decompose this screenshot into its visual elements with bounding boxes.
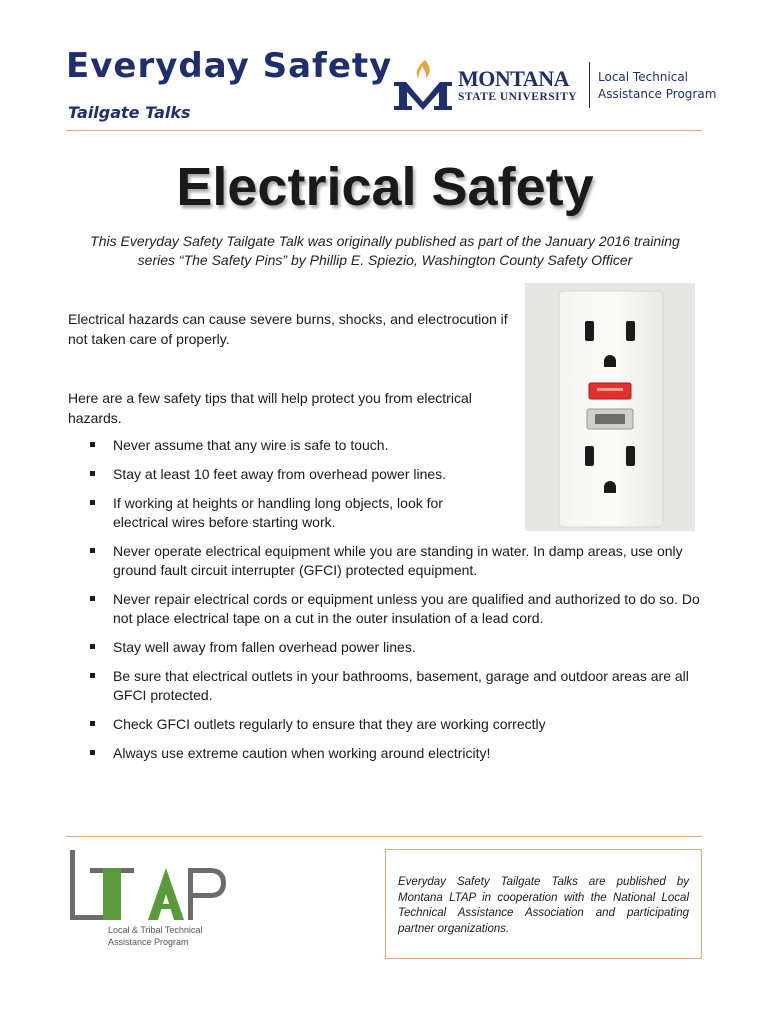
bullet-icon [90,548,95,553]
tip-text: Stay at least 10 feet away from overhead power lines. [113,466,447,482]
list-item [68,590,708,628]
msu-m-flame-icon [392,58,454,112]
brand-subtitle: Tailgate Talks [68,103,191,122]
list-item [68,638,708,657]
bullet-icon [90,721,95,726]
university-name-line2: STATE UNIVERSITY [458,91,578,103]
ltap-caption-line1: Local & Tribal Technical [108,925,203,935]
list-item [68,744,708,763]
list-item [68,436,488,455]
tip-text: If working at heights or handling long objects, look for electrical wires before starting work. [113,495,443,530]
list-item [68,494,468,532]
bullet-icon [90,471,95,476]
tip-text: Never repair electrical cords or equipment unless you are qualified and authorized to do so. Do not place electrical tape on a cut in the outer insulation of a lead cord. [113,591,700,626]
ltap-logo-icon [70,848,240,923]
safety-tips-list [68,436,708,773]
bullet-icon [90,673,95,678]
header-divider [66,130,702,131]
msu-logo [392,58,722,114]
list-item [68,715,708,734]
bullet-icon [90,644,95,649]
logo-divider [589,62,590,108]
bullet-icon [90,596,95,601]
bullet-icon [90,500,95,505]
program-name-line1: Local Technical [598,70,689,84]
list-item [68,667,708,705]
bullet-icon [90,442,95,447]
tip-text: Be sure that electrical outlets in your bathrooms, basement, garage and outdoor areas are all GFCI protected. [113,668,689,703]
ltap-caption-line2: Assistance Program [108,937,189,947]
intro-text: This Everyday Safety Tailgate Talk was originally published as part of the January 2016 training series “The Safety Pins” by Phillip E. Spiezio, Washington County Safety Officer [90,233,680,268]
hazard-paragraph: Electrical hazards can cause severe burns, shocks, and electrocution if not taken care of properly. [68,311,508,347]
university-name-line1: MONTANA [458,66,569,91]
publication-note: Everyday Safety Tailgate Talks are published by Montana LTAP in cooperation with the National Local Technical Assistance Association and participating partner organizations. [398,876,689,935]
tips-intro-paragraph: Here are a few safety tips that will help protect you from electrical hazards. [68,390,472,426]
tip-text: Always use extreme caution when working around electricity! [113,745,491,761]
tip-text: Never operate electrical equipment while you are standing in water. In damp areas, use only ground fault circuit interrupter (GFCI) protected equipment. [113,543,683,578]
publication-note-box [385,849,702,959]
tip-text: Stay well away from fallen overhead power lines. [113,639,416,655]
footer-divider [66,836,702,837]
bullet-icon [90,750,95,755]
list-item [68,465,488,484]
page-title: Electrical Safety [176,157,594,217]
tip-text: Check GFCI outlets regularly to ensure that they are working correctly [113,716,546,732]
list-item [68,542,708,580]
brand-title: Everyday Safety [66,46,393,86]
tip-text: Never assume that any wire is safe to touch. [113,437,389,453]
program-name-line2: Assistance Program [598,87,717,101]
